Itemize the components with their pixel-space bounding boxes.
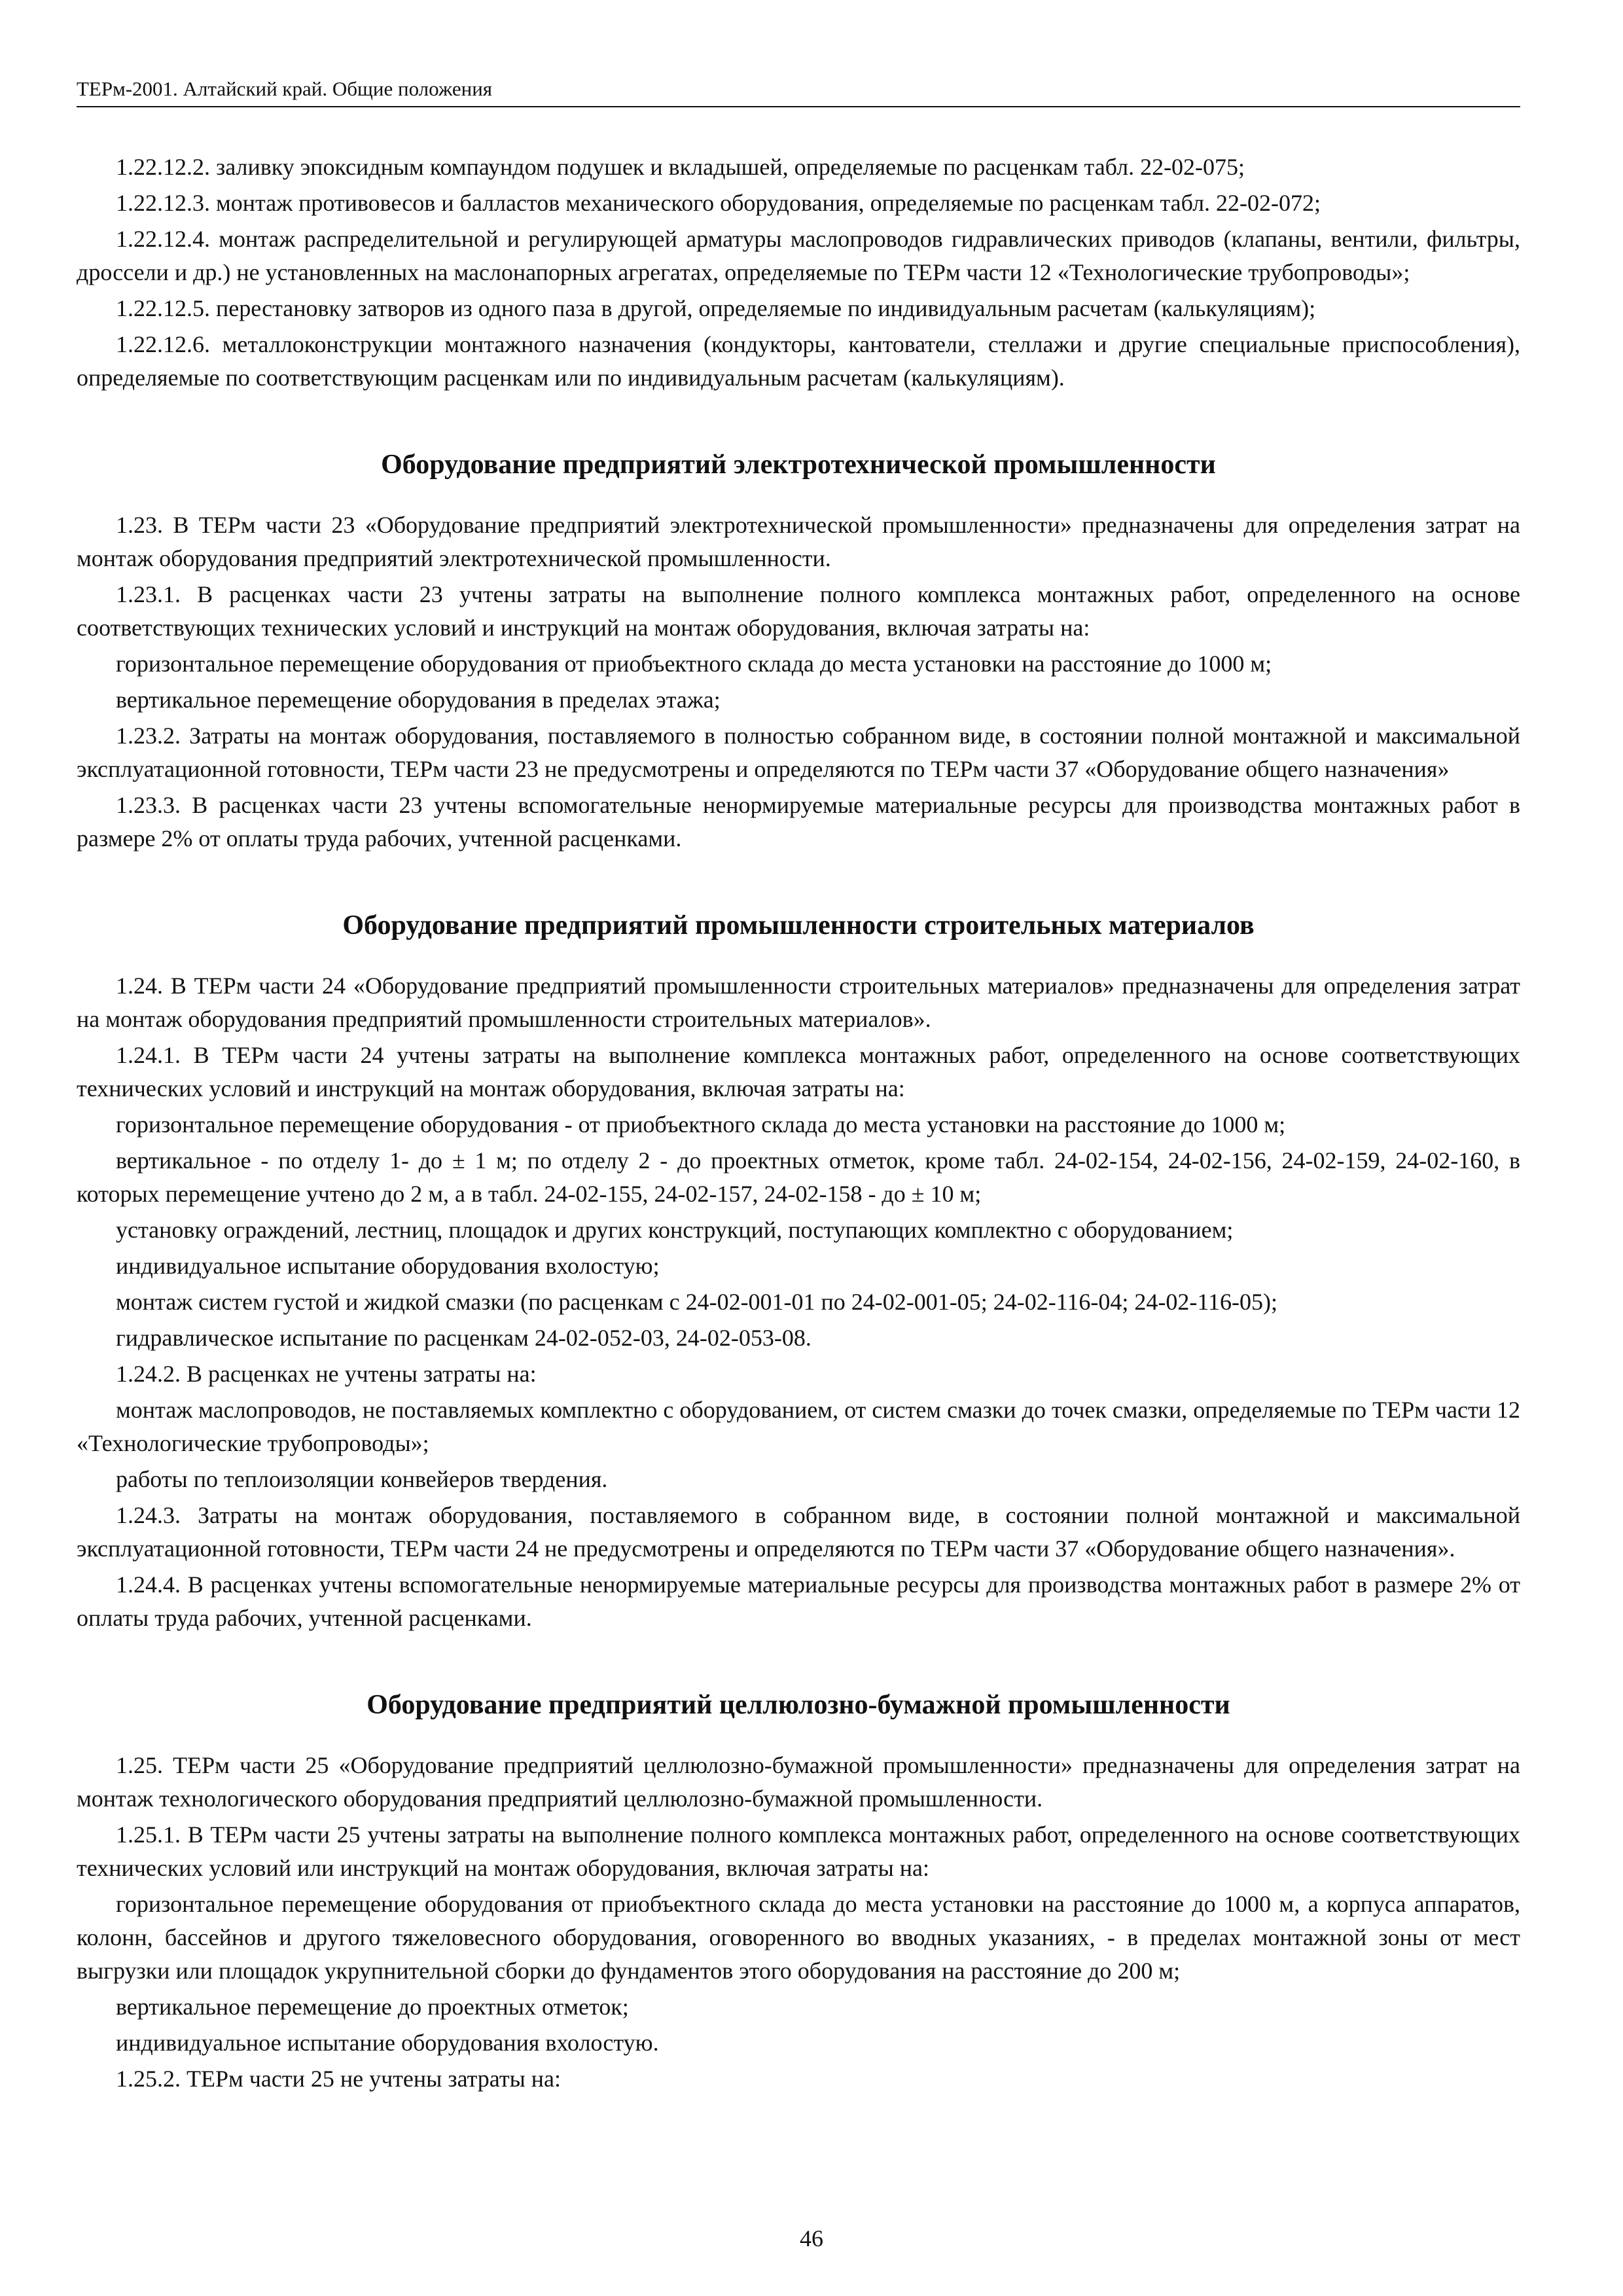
paragraph: индивидуальное испытание оборудования вхолостую; [116,1253,660,1279]
section-building-materials [77,906,1520,1635]
paragraph: 1.23.2. Затраты на монтаж оборудования, поставляемого в полностью собранном виде, в состоянии полной монтажной и максимальной эксплуатационной готовности, ТЕРм части 23 не предусмотрены и определяются по ТЕРм части 37 «Оборудование общего назначения» [77,723,1520,782]
intro-block [77,151,1520,395]
paragraph: вертикальное перемещение оборудования в пределах этажа; [116,687,721,713]
paragraph: 1.24.4. В расценках учтены вспомогательные ненормируемые материальные ресурсы для производства монтажных работ в размере 2% от оплаты труда рабочих, учтенной расценками. [77,1571,1520,1631]
paragraph: горизонтальное перемещение оборудования от приобъектного склада до места установки на расстояние до 1000 м; [116,651,1272,677]
page-number: 46 [800,2225,823,2251]
paragraph: установку ограждений, лестниц, площадок и других конструкций, поступающих комплектно с оборудованием; [116,1217,1234,1243]
paragraph: 1.24.2. В расценках не учтены затраты на: [116,1361,537,1387]
paragraph: горизонтальное перемещение оборудования от приобъектного склада до места установки на расстояние до 1000 м, а корпуса аппаратов, колонн, бассейнов и другого тяжеловесного оборудования, оговоренного во вводных указаниях, - в пределах монтажной зоны от мест выгрузки или площадок укрупнительной сборки до фундаментов этого оборудования на расстояние до 200 м; [77,1891,1520,1984]
paragraph: 1.23.1. В расценках части 23 учтены затраты на выполнение полного комплекса монтажных работ, определенного на основе соответствующих технических условий и инструкций на монтаж оборудования, включая затраты на: [77,581,1520,641]
paragraph: горизонтальное перемещение оборудования - от приобъектного склада до места установки на расстояние до 1000 м; [116,1111,1286,1138]
paragraph: монтаж маслопроводов, не поставляемых комплектно с оборудованием, от систем смазки до точек смазки, определяемые по ТЕРм части 12 «Технологические трубопроводы»; [77,1397,1520,1456]
section-pulp-paper [77,1686,1520,2096]
paragraph: 1.24.3. Затраты на монтаж оборудования, поставляемого в собранном виде, в состоянии полной монтажной и максимальной эксплуатационной готовности, ТЕРм части 24 не предусмотрены и определяются по ТЕРм части 37 «Оборудование общего назначения». [77,1502,1520,1562]
paragraph: вертикальное перемещение до проектных отметок; [116,1994,629,2020]
paragraph: 1.25. ТЕРм части 25 «Оборудование предприятий целлюлозно-бумажной промышленности» предназначены для определения затрат на монтаж технологического оборудования предприятий целлюлозно-бумажной промышленности. [77,1752,1520,1812]
paragraph: 1.22.12.2. заливку эпоксидным компаундом подушек и вкладышей, определяемые по расценкам табл. 22-02-075; [116,154,1245,180]
paragraph: 1.22.12.6. металлоконструкции монтажного назначения (кондукторы, кантователи, стеллажи и другие специальные приспособления), определяемые по соответствующим расценкам или по индивидуальным расчетам (калькуляциям). [77,331,1520,391]
section-heading: Оборудование предприятий электротехнической промышленности [381,450,1216,480]
section-electrotechnical [77,446,1520,855]
paragraph: 1.24.1. В ТЕРм части 24 учтены затраты на выполнение комплекса монтажных работ, определенного на основе соответствующих технических условий и инструкций на монтаж оборудования, включая затраты на: [77,1042,1520,1102]
paragraph: 1.23. В ТЕРм части 23 «Оборудование предприятий электротехнической промышленности» предназначены для определения затрат на монтаж оборудования предприятий электротехнической промышленности. [77,512,1520,571]
paragraph: 1.22.12.3. монтаж противовесов и балластов механического оборудования, определяемые по расценкам табл. 22-02-072; [116,190,1321,216]
paragraph: 1.24. В ТЕРм части 24 «Оборудование предприятий промышленности строительных материалов» предназначены для определения затрат на монтаж оборудования предприятий промышленности строительных материалов». [77,973,1520,1032]
paragraph: 1.23.3. В расценках части 23 учтены вспомогательные ненормируемые материальные ресурсы для производства монтажных работ в размере 2% от оплаты труда рабочих, учтенной расценками. [77,792,1520,852]
paragraph: 1.22.12.5. перестановку затворов из одного паза в другой, определяемые по индивидуальным расчетам (калькуляциям); [116,295,1316,321]
paragraph: индивидуальное испытание оборудования вхолостую. [116,2030,659,2056]
paragraph: гидравлическое испытание по расценкам 24-02-052-03, 24-02-053-08. [116,1325,812,1351]
paragraph: 1.22.12.4. монтаж распределительной и регулирующей арматуры маслопроводов гидравлических приводов (клапаны, вентили, фильтры, дроссели и др.) не установленных на маслонапорных агрегатах, определяемые по ТЕРм части 12 «Технологические трубопроводы»; [77,226,1520,285]
running-header: ТЕРм-2001. Алтайский край. Общие положения [77,76,1520,107]
paragraph: работы по теплоизоляции конвейеров твердения. [116,1466,608,1492]
paragraph: монтаж систем густой и жидкой смазки (по расценкам с 24-02-001-01 по 24-02-001-05; 24-02-116-04; 24-02-116-05); [116,1289,1278,1315]
paragraph: 1.25.1. В ТЕРм части 25 учтены затраты на выполнение полного комплекса монтажных работ, определенного на основе соответствующих технических условий или инструкций на монтаж оборудования, включая затраты на: [77,1821,1520,1881]
section-heading: Оборудование предприятий целлюлозно-бумажной промышленности [366,1690,1230,1720]
paragraph: 1.25.2. ТЕРм части 25 не учтены затраты на: [116,2066,562,2092]
document-body [77,151,1520,2098]
paragraph: вертикальное - по отделу 1- до ± 1 м; по отделу 2 - до проектных отметок, кроме табл. 24-02-154, 24-02-156, 24-02-159, 24-02-160, в которых перемещение учтено до 2 м, а в табл. 24-02-155, 24-02-157, 24-02-158 - до ± 10 м; [77,1147,1520,1207]
section-heading: Оборудование предприятий промышленности строительных материалов [342,910,1255,941]
